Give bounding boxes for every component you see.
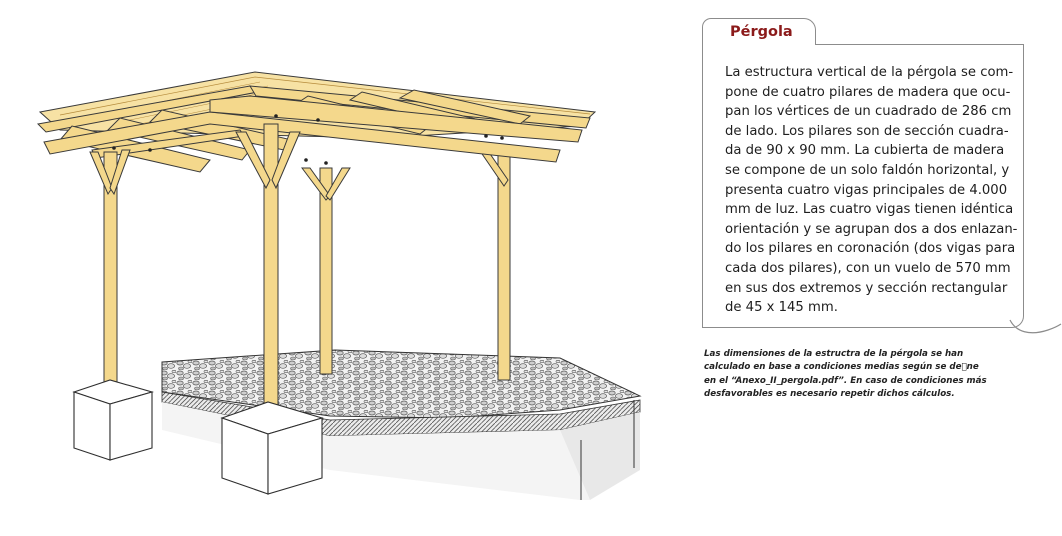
info-panel-body	[725, 63, 1018, 318]
caption-line: desfavorables es necesario repetir dichos cálculos.	[704, 389, 955, 400]
body-line: se compone de un solo faldón horizontal, y	[725, 162, 1010, 178]
body-line: de 45 x 145 mm.	[725, 300, 838, 316]
body-line: pone de cuatro pilares de madera que ocu-	[725, 84, 1011, 100]
caption-line: en el “Anexo_II_pergola.pdf”. En caso de condiciones más	[704, 375, 987, 386]
body-line: mm de luz. Las cuatro vigas tienen idéntica	[725, 202, 1014, 218]
caption-line: calculado en base a condiciones medias según se de ne	[704, 362, 979, 373]
body-line: do los pilares en coronación (dos vigas para	[725, 241, 1016, 257]
body-line: cada dos pilares), con un vuelo de 570 mm	[725, 260, 1011, 276]
caption-line: Las dimensiones de la estructra de la pérgola se han	[704, 349, 964, 359]
body-line: da de 90 x 90 mm. La cubierta de madera	[725, 143, 1005, 159]
body-line: orientación y se agrupan dos a dos enlazan-	[725, 221, 1018, 237]
body-line: en sus dos extremos y sección rectangular	[725, 280, 1008, 296]
body-line: de lado. Los pilares son de sección cuadra-	[725, 123, 1009, 139]
info-panel-title: Pérgola	[730, 24, 793, 40]
body-line: presenta cuatro vigas principales de 4.000	[725, 182, 1008, 198]
body-line: La estructura vertical de la pérgola se com-	[725, 65, 1014, 80]
info-panel-tab	[702, 18, 816, 45]
corner-curl-icon	[1008, 316, 1062, 346]
body-line: pan los vértices de un cuadrado de 286 cm	[725, 104, 1012, 120]
figure-caption	[704, 348, 1004, 402]
